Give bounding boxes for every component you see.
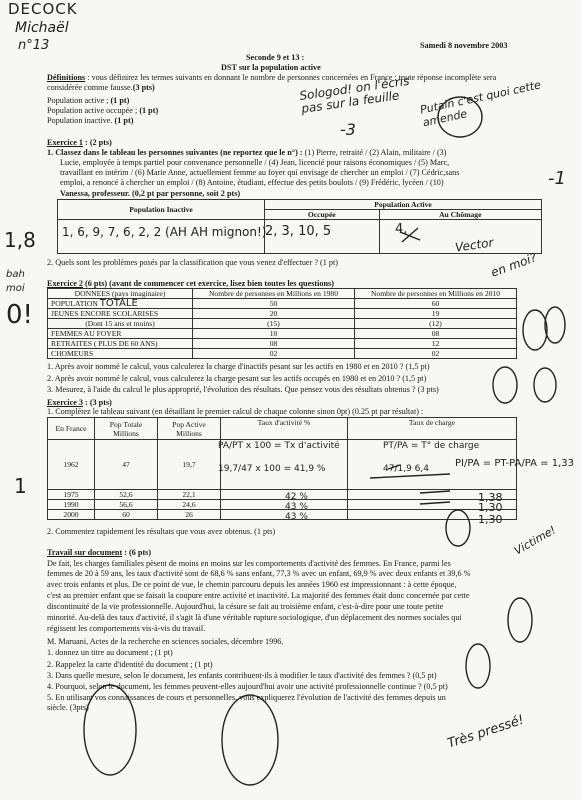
grade-circle [534,368,556,402]
handwritten-vector: Vector [454,235,495,255]
table-row: JEUNES ENCORE SCOLARISES 20 19 [48,309,517,319]
document-q5-cont: siècle. (3pts) [47,703,89,712]
table-row: FEMMES AU FOYER 10 08 [48,329,517,339]
grade-circle [438,97,482,137]
col-header: Pop Active Millions [158,418,221,440]
table-row: CHOMEURS 02 02 [48,349,517,359]
exercise3-title: Exercice 3 : (3 pts) [47,398,112,407]
col-header: DONNEES (pays imaginaire) [48,289,193,299]
handwritten-activity-2000: 43 % [285,512,308,522]
header-unemployed: Au Chômage [379,210,541,220]
exercise3-q1: 1. Complétez le tableau suivant (en détaillant le premier calcul de chaque colonne sinon 0pt) (0.25 pt par résultat) : [47,407,424,416]
exercise3-q2: 2. Commentez rapidement les résultats que vous avez obtenus. (1 pts) [47,527,276,536]
definitions-intro: : vous définirez les termes suivants en donnant le nombre de personnes concernées en France ; toute réponse incomplète sera considérée comme fausse. [47,73,497,92]
grade-circle [222,695,278,785]
document-q1: 1. donnez un titre au document ; (1 pt) [47,648,173,657]
document-line: De fait, les charges familiales pèsent de moins en moins sur les comportements d'activité des femmes. En France, parmi les [47,559,451,568]
document-title: Travail sur document : (6 pts) [47,548,152,557]
document-q5: 5. En utilisant vos connaissances de cours et personnelles, vous expliquerez l'évolution de l'activité des femmes depuis un [47,693,446,702]
col-header: Taux de charge [348,418,517,440]
handwritten-activity-1962: 19,7/47 x 100 = 41,9 % [218,464,326,474]
handwritten-minus3: -3 [340,120,356,139]
handwritten-margin-1: 1 [14,474,27,498]
exercise2-q1: 1. Après avoir nommé le calcul, vous calculerez la charge d'inactifs pesant sur les actifs en 1980 et en 2010 ? (1,5 pt) [47,362,430,371]
grade-circle [84,685,136,775]
col-header: Pop Totale Millions [95,418,158,440]
date: Samedi 8 novembre 2003 [420,41,508,50]
document-q3: 3. Dans quelle mesure, selon le document, les enfants contribuent-ils à modifier le taux d'activité des femmes ? (0,5 pt) [47,671,437,680]
header-inactive: Population Inactive [58,200,265,220]
exercise1-q1-line2: Lucie, employée à temps partiel pour convenance personnelle / (4) Jean, licencié pour raisons économiques / (5) Marc, [60,158,450,167]
page-title: DST sur la population active [221,63,321,72]
exercise1-title: Exercice 1 : (2 pts) [47,138,112,147]
handwritten-score-18: 1,8 [4,228,36,252]
exercise1-q1-line4: emploi, a renoncé à chercher un emploi / (8) Antoine, étudiant, effectue des petits boulots / (9) Frédéric, lycéen / (10) [60,178,444,187]
header-occupied: Occupée [265,210,380,220]
handwritten-occupied-answer: 2, 3, 10, 5 [265,224,332,239]
grade-circle [523,310,547,350]
definitions-points: (3 pts) [132,83,155,92]
definition-item: Population inactive. (1 pt) [47,116,134,125]
grade-circle [466,644,490,688]
handwritten-activity-formula: PA/PT x 100 = Tx d'activité [218,441,340,451]
header-active: Population Active [265,200,542,210]
handwritten-victime: Victime! [511,523,559,558]
student-lastname: DECOCK [8,0,78,18]
handwritten-charge-1975: 1,38 [478,491,503,504]
definition-item: Population active occupée ; (1 pt) [47,106,159,115]
handwritten-activity-1990: 43 % [285,502,308,512]
grade-circle [508,598,532,642]
table-row: POPULATION TOTALE 50 60 [48,299,517,309]
table-row: 1975 52,6 22,1 [48,490,517,500]
handwritten-en-moi: en moi? [489,250,539,280]
col-header: Nombre de personnes en Millions en 1980 [193,289,355,299]
definition-item: Population active ; (1 pt) [47,96,130,105]
col-header: Taux d'activité % [221,418,348,440]
exercise2-title: Exercice 2 (6 pts) (avant de commencer cet exercice, lisez bien toutes les questions) [47,279,334,288]
handwritten-charge-1962-note: 47/1,9 6,4 [383,464,429,474]
handwritten-charge-calc: PI/PA = PT-PA/PA = 1,33 [455,458,574,469]
exercise1-q2: 2. Quels sont les problèmes posés par la classification que vous venez d'effectuer ? (1 pt) [47,258,338,267]
col-header: En France [48,418,95,440]
document-line: régissent les comportements vis-à-vis du travail. [47,624,206,633]
grade-circle [493,367,517,403]
table-row: 1962 47 19,7 [48,440,517,490]
handwritten-zero: 0! [6,300,33,330]
document-source: M. Maruani, Actes de la recherche en sciences sociales, décembre 1996. [47,637,284,646]
document-line: femmes de 20 à 59 ans, les taux d'activité sont de 68,6 % sans enfant, 77,3 % avec un enfant, 69,9 % avec deux enfants et 39,6 % [47,569,471,578]
handwritten-comment-purpose: Putain c'est quoi cette amende [418,78,542,130]
definitions-label: Définitions [47,73,86,82]
document-line: c'est au premier enfant que se faisait la coupure entre activité et inactivité. La majorité des femmes était donc concernée par cette [47,591,470,600]
table-row: RETRAITES ( PLUS DE 60 ANS) 08 12 [48,339,517,349]
exercise1-q1-line5: Vanessa, professeur. (0,2 pt par personne, soit 2 pts) [60,189,241,198]
exercise2-q3: 3. Mesurez, à l'aide du calcul le plus approprié, l'évolution des résultats. Que pensez vous des résultats obtenus ? (3 pts) [47,385,439,394]
document-q4: 4. Pourquoi, selon le document, les femmes peuvent-elles aujourd'hui avoir une activité professionnelle continue ? (0,5 pt) [47,682,448,691]
table-row: 1990 56,6 24,6 [48,500,517,510]
table-row: 2000 60 26 [48,510,517,520]
document-q2: 2. Rappelez la carte d'identité du document ; (1 pt) [47,660,213,669]
handwritten-inactive-answer: 1, 6, 9, 7, 6, 2, 2 (AH AH mignon!) [62,225,267,239]
student-firstname: Michaël [15,20,69,36]
handwritten-bah-moi: bah moi [6,269,25,294]
exercise1-q1-line1: 1. Classez dans le tableau les personnes suivantes (ne reportez que le n°) : (1) Pierre, retraité / (2) Alain, militaire / (3) [47,148,447,157]
document-line: discontinuité de la vie professionnelle. Aujourd'hui, la césure se fait au troisième enfant, c'est-à-dire pour une toute petite [47,602,444,611]
exercise1-q1-line3: travaillant en intérim / (6) Marie Anne, actuellement femme au foyer qui envisage de chercher un emploi / (7) Cédric,sans [60,168,460,177]
exercise2-q2: 2. Après avoir nommé le calcul, vous calculerez la charge pesant sur les actifs occupés en 1980 et en 2010 ? (1,5 pt) [47,374,427,383]
table-row: (Dont 15 ans et moins) (15) (12) [48,319,517,329]
handwritten-minus1: -1 [548,168,566,189]
document-line: avec trois enfants et plus. De ce point de vue, le chemin parcouru depuis les années 1960 est impressionnant : à cette époque, [47,580,457,589]
document-line: minorité. Au-delà des taux d'activité, il s'agit là d'une véritable rupture sociologique, d'un déplacement des normes sociales qui [47,613,462,622]
handwritten-activity-1975: 42 % [285,492,308,502]
handwritten-tres-presse: Très pressé! [445,712,527,752]
handwritten-charge-formula: PT/PA = T° de charge [383,441,480,451]
handwritten-unemployed-answer: 4, [395,222,408,237]
handwritten-charge-1990: 1,30 [478,501,503,514]
handwritten-comment-sologod: Sologod! on l'écris pas sur la feuille [298,73,411,116]
student-number: n°13 [18,38,50,53]
handwritten-charge-2000: 1,30 [478,513,503,526]
grade-circle [545,307,565,343]
col-header: Nombre de personnes en Millions en 2010 [355,289,517,299]
class-title: Seconde 9 et 13 : [246,53,305,62]
grade-circle [446,510,470,546]
